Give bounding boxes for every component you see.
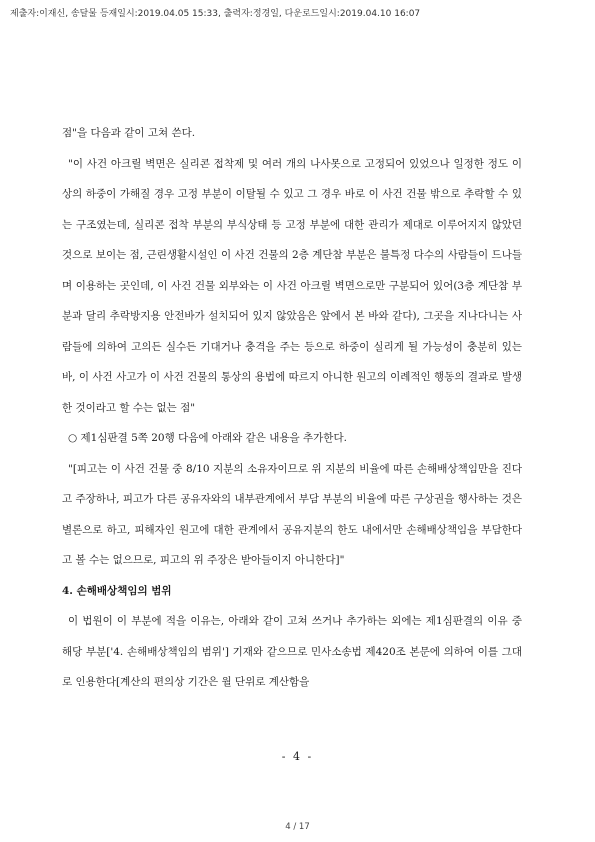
- paragraph-section-4: 이 법원이 이 부분에 적을 이유는, 아래와 같이 고쳐 쓰거나 추가하는 외에는 제1심판결의 이유 중 해당 부분['4. 손해배상책임의 범위'] 기재와 같으므로 민사소송법 제420조 본문에 의하여 이를 그대로 인용한다[계산의 편의상 기간은 월 단위로 계산함을: [62, 615, 522, 688]
- paragraph-quote-co-ownership: "[피고는 이 사건 건물 중 8/10 지분의 소유자이므로 위 지분의 비율에 따른 손해배상책임만을 진다고 주장하나, 피고가 다른 공유자와의 내부관계에서 부담 부분의 비율에 따른 구상권을 행사하는 것은 별론으로 하고, 피해자인 원고에 대한 관계에서 공유지분의 한도 내에서만 손해배상책임을 부담한다고 볼 수는 없으므로, 피고의 위 주장은 받아들이지 아니한다]": [62, 462, 522, 566]
- paragraph-quote-acrylic-wall: "이 사건 아크릴 벽면은 실리콘 접착제 및 여러 개의 나사못으로 고정되어 있었으나 일정한 정도 이상의 하중이 가해질 경우 고정 부분이 이탈될 수 있고 그 경우 바로 이 사건 건물 밖으로 추락할 수 있는 구조였는데, 실리콘 접착 부분의 부식상태 등 고정 부분에 대한 관리가 제대로 이루어지지 않았던 것으로 보이는 점, 근린생활시설인 이 사건 건물의 2층 계단참 부분은 불특정 다수의 사람들이 드나들며 이용하는 곳인데, 이 사건 건물 외부와는 이 사건 아크릴 벽면으로만 구분되어 있어(3층 계단참 부분과 달리 추락방지용 안전바가 설치되어 있지 않았음은 앞에서 본 바와 같다), 그곳을 지나다니는 사람들에 의하여 고의든 실수든 기대거나 충격을 주는 등으로 하중이 실리게 될 가능성이 충분히 있는바, 이 사건 사고가 이 사건 건물의 통상의 용법에 따르지 아니한 원고의 이례적인 행동의 결과로 발생한 것이라고 할 수는 없는 점": [62, 157, 522, 414]
- paragraph-addition-note: ○ 제1심판결 5쪽 20행 다음에 아래와 같은 내용을 추가한다.: [68, 432, 347, 444]
- submission-header: 제출자:이재신, 송달물 등재일시:2019.04.05 15:33, 출력자:정경일, 다운로드일시:2019.04.10 16:07: [10, 9, 421, 19]
- page-number: - 4 -: [281, 750, 314, 763]
- paragraph-continuation: 점"을 다음과 같이 고쳐 쓴다.: [62, 127, 196, 139]
- section-heading: 4. 손해배상책임의 범위: [62, 584, 172, 597]
- document-body: [62, 118, 522, 698]
- page-count-footer: 4 / 17: [285, 822, 310, 832]
